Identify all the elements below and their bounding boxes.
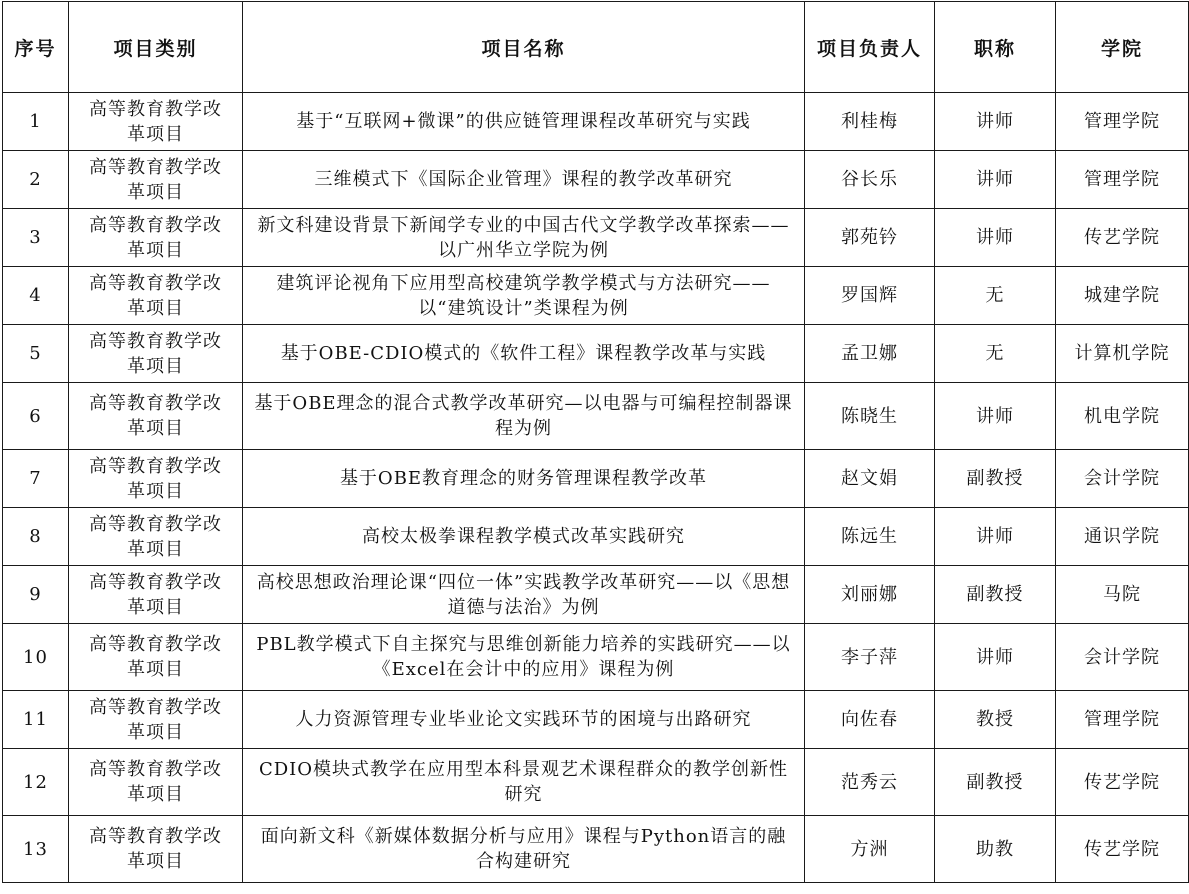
cell-title	[935, 450, 1056, 508]
cell-name	[243, 151, 805, 209]
cell-college	[1056, 624, 1189, 691]
cell-no	[3, 383, 69, 450]
cell-title-text: 讲师	[976, 227, 1014, 248]
cell-name-text: 基于OBE教育理念的财务管理课程教学改革	[339, 468, 708, 489]
cell-no-text: 6	[29, 405, 42, 427]
cell-category	[69, 566, 243, 624]
cell-name-text: 基于“互联网+微课”的供应链管理课程改革研究与实践	[296, 111, 751, 132]
cell-leader	[805, 691, 935, 749]
cell-category	[69, 816, 243, 883]
cell-no-text: 4	[29, 285, 42, 306]
cell-college-text: 通识学院	[1084, 526, 1160, 547]
cell-college-text: 计算机学院	[1074, 343, 1170, 364]
cell-name	[243, 450, 805, 508]
cell-title	[935, 325, 1056, 383]
cell-name	[243, 267, 805, 325]
cell-title	[935, 508, 1056, 566]
cell-college	[1056, 93, 1189, 151]
cell-title-text: 副教授	[966, 771, 1024, 793]
cell-category-text: 高等教育教学改革项目	[89, 826, 222, 872]
cell-category-text: 高等教育教学改革项目	[89, 330, 222, 377]
cell-leader	[805, 508, 935, 566]
cell-leader-text: 孟卫娜	[841, 343, 898, 364]
cell-title	[935, 267, 1056, 325]
cell-leader-text: 李子萍	[841, 646, 898, 668]
table-row	[3, 383, 1189, 450]
cell-category	[69, 624, 243, 691]
cell-category	[69, 151, 243, 209]
cell-college	[1056, 209, 1189, 267]
cell-college-text: 城建学院	[1084, 285, 1160, 306]
cell-college	[1056, 450, 1189, 508]
cell-category-text: 高等教育教学改革项目	[89, 455, 222, 502]
cell-college	[1056, 749, 1189, 816]
table-row	[3, 325, 1189, 383]
cell-no	[3, 691, 69, 749]
cell-category	[69, 93, 243, 151]
cell-no-text: 12	[23, 771, 48, 793]
cell-title	[935, 566, 1056, 624]
header-row	[3, 2, 1189, 93]
cell-leader-text: 刘丽娜	[841, 584, 898, 605]
cell-name-text: 基于OBE-CDIO模式的《软件工程》课程教学改革与实践	[280, 343, 767, 364]
cell-leader	[805, 267, 935, 325]
table-row	[3, 816, 1189, 883]
table-row	[3, 508, 1189, 566]
cell-no-text: 1	[29, 111, 42, 132]
cell-category	[69, 691, 243, 749]
cell-college	[1056, 151, 1189, 209]
cell-title-text: 讲师	[976, 526, 1014, 547]
cell-leader-text: 向佐春	[841, 709, 898, 730]
cell-college	[1056, 816, 1189, 883]
cell-no	[3, 325, 69, 383]
cell-leader-text: 方洲	[850, 838, 889, 860]
cell-category	[69, 267, 243, 325]
cell-leader-text: 陈晓生	[841, 405, 898, 427]
cell-college	[1056, 566, 1189, 624]
cell-no	[3, 151, 69, 209]
cell-category	[69, 508, 243, 566]
cell-college-text: 会计学院	[1084, 468, 1160, 489]
cell-no	[3, 267, 69, 325]
cell-name-text: 高校太极拳课程教学模式改革实践研究	[362, 526, 685, 547]
table-row	[3, 151, 1189, 209]
header-no: 序号	[3, 2, 69, 93]
cell-no	[3, 508, 69, 566]
cell-college-text: 传艺学院	[1084, 227, 1160, 248]
cell-title-text: 讲师	[976, 646, 1014, 668]
cell-no	[3, 450, 69, 508]
cell-category-text: 高等教育教学改革项目	[89, 214, 222, 261]
cell-title	[935, 749, 1056, 816]
cell-no-text: 3	[29, 227, 42, 248]
cell-no-text: 8	[29, 526, 42, 547]
cell-no	[3, 93, 69, 151]
header-category: 项目类别	[69, 2, 243, 93]
cell-no-text: 7	[29, 468, 42, 489]
cell-category-text: 高等教育教学改革项目	[89, 272, 222, 319]
cell-leader	[805, 383, 935, 450]
cell-college	[1056, 383, 1189, 450]
cell-name	[243, 93, 805, 151]
cell-leader-text: 范秀云	[841, 771, 898, 793]
table-row	[3, 691, 1189, 749]
cell-category-text: 高等教育教学改革项目	[89, 571, 222, 618]
cell-name-text: 基于OBE理念的混合式教学改革研究—以电器与可编程控制器课程为例	[254, 393, 793, 439]
cell-name	[243, 749, 805, 816]
cell-leader-text: 利桂梅	[841, 111, 898, 132]
cell-category-text: 高等教育教学改革项目	[89, 759, 222, 805]
cell-title-text: 副教授	[966, 584, 1024, 605]
cell-category-text: 高等教育教学改革项目	[89, 98, 222, 145]
cell-college-text: 传艺学院	[1084, 771, 1160, 793]
cell-name	[243, 508, 805, 566]
cell-title-text: 讲师	[976, 405, 1014, 427]
cell-no-text: 2	[29, 169, 42, 190]
cell-name	[243, 566, 805, 624]
header-title: 职称	[935, 2, 1056, 93]
cell-category	[69, 749, 243, 816]
cell-title	[935, 383, 1056, 450]
cell-college-text: 机电学院	[1084, 405, 1160, 427]
cell-category-text: 高等教育教学改革项目	[89, 696, 222, 743]
cell-category-text: 高等教育教学改革项目	[89, 634, 222, 680]
table-row	[3, 450, 1189, 508]
cell-college	[1056, 691, 1189, 749]
cell-no	[3, 566, 69, 624]
cell-name-text: 新文科建设背景下新闻学专业的中国古代文学教学改革探索——以广州华立学院为例	[257, 214, 790, 261]
table-row	[3, 566, 1189, 624]
cell-leader	[805, 325, 935, 383]
cell-leader	[805, 450, 935, 508]
cell-name	[243, 816, 805, 883]
cell-title	[935, 151, 1056, 209]
cell-college-text: 传艺学院	[1084, 838, 1160, 860]
cell-title	[935, 93, 1056, 151]
cell-college	[1056, 508, 1189, 566]
cell-name-text: CDIO模块式教学在应用型本科景观艺术课程群众的教学创新性研究	[258, 759, 789, 805]
cell-title	[935, 816, 1056, 883]
cell-leader-text: 郭苑钤	[841, 227, 898, 248]
project-table	[2, 1, 1189, 883]
table-row	[3, 624, 1189, 691]
cell-leader	[805, 749, 935, 816]
cell-name	[243, 691, 805, 749]
cell-name-text: PBL教学模式下自主探究与思维创新能力培养的实践研究——以《Excel在会计中的应用》课程为例	[256, 634, 791, 680]
cell-leader-text: 赵文娟	[841, 468, 898, 489]
table-row	[3, 749, 1189, 816]
cell-category-text: 高等教育教学改革项目	[89, 156, 222, 203]
cell-name-text: 高校思想政治理论课“四位一体”实践教学改革研究——以《思想道德与法治》为例	[256, 571, 791, 618]
cell-name-text: 面向新文科《新媒体数据分析与应用》课程与Python语言的融合构建研究	[260, 826, 787, 872]
cell-title	[935, 624, 1056, 691]
cell-leader-text: 陈远生	[841, 526, 898, 547]
table-row	[3, 209, 1189, 267]
cell-category	[69, 383, 243, 450]
table-row	[3, 267, 1189, 325]
cell-leader	[805, 624, 935, 691]
cell-title	[935, 691, 1056, 749]
header-leader: 项目负责人	[805, 2, 935, 93]
cell-college-text: 会计学院	[1084, 646, 1160, 668]
cell-category	[69, 325, 243, 383]
cell-no-text: 13	[23, 838, 48, 860]
cell-category	[69, 450, 243, 508]
cell-title-text: 助教	[976, 838, 1014, 860]
cell-no-text: 10	[23, 646, 48, 668]
cell-leader-text: 罗国辉	[841, 285, 898, 306]
cell-no	[3, 816, 69, 883]
cell-leader	[805, 93, 935, 151]
cell-college	[1056, 325, 1189, 383]
cell-title-text: 无	[985, 285, 1005, 306]
header-college: 学院	[1056, 2, 1189, 93]
cell-name-text: 建筑评论视角下应用型高校建筑学教学模式与方法研究——以“建筑设计”类课程为例	[276, 272, 771, 319]
cell-category-text: 高等教育教学改革项目	[89, 393, 222, 439]
cell-name	[243, 383, 805, 450]
cell-title-text: 讲师	[976, 169, 1014, 190]
cell-college-text: 管理学院	[1084, 111, 1160, 132]
cell-no	[3, 209, 69, 267]
cell-category	[69, 209, 243, 267]
cell-leader	[805, 151, 935, 209]
cell-no-text: 9	[29, 584, 42, 605]
cell-name	[243, 325, 805, 383]
cell-title-text: 讲师	[976, 111, 1014, 132]
cell-no	[3, 624, 69, 691]
cell-no	[3, 749, 69, 816]
cell-no-text: 5	[29, 343, 42, 364]
cell-college-text: 管理学院	[1084, 169, 1160, 190]
table-body	[3, 93, 1189, 883]
table-row	[3, 93, 1189, 151]
cell-no-text: 11	[23, 709, 48, 730]
cell-leader	[805, 209, 935, 267]
cell-category-text: 高等教育教学改革项目	[89, 513, 222, 560]
cell-name	[243, 209, 805, 267]
cell-leader-text: 谷长乐	[841, 169, 898, 190]
cell-title-text: 无	[985, 343, 1005, 364]
cell-title	[935, 209, 1056, 267]
cell-title-text: 教授	[976, 709, 1014, 730]
cell-name	[243, 624, 805, 691]
cell-college-text: 管理学院	[1084, 709, 1160, 730]
cell-title-text: 副教授	[966, 468, 1024, 489]
cell-leader	[805, 566, 935, 624]
cell-college-text: 马院	[1103, 584, 1141, 605]
header-name: 项目名称	[243, 2, 805, 93]
cell-leader	[805, 816, 935, 883]
cell-name-text: 三维模式下《国际企业管理》课程的教学改革研究	[314, 169, 733, 190]
cell-name-text: 人力资源管理专业毕业论文实践环节的困境与出路研究	[295, 709, 752, 730]
cell-college	[1056, 267, 1189, 325]
